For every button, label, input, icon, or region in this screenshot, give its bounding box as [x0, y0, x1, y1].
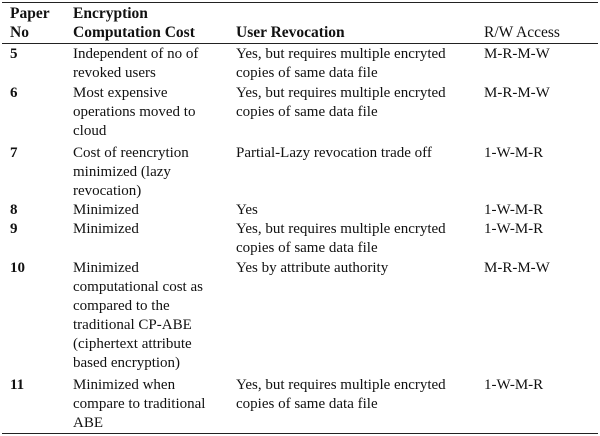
row-8-revocation	[236, 201, 476, 220]
row-10-cost	[73, 259, 233, 373]
row-7-cost-line: revocation)	[73, 183, 142, 199]
row-11-cost	[73, 376, 233, 433]
row-5-revocation-line: copies of same data file	[236, 65, 378, 81]
row-6-revocation	[236, 84, 476, 122]
row-11-cost-line: Minimized when	[73, 377, 176, 393]
row-10-cost-line: compared to the	[73, 298, 170, 314]
row-11-access: 1-W-M-R	[484, 377, 544, 393]
header-paper-no	[10, 4, 70, 42]
row-10-cost-line: based encryption)	[73, 355, 181, 371]
row-6-access: M-R-M-W	[484, 85, 550, 101]
row-8-cost	[73, 201, 233, 220]
row-5-paper: 5	[10, 46, 18, 62]
row-5-cost	[73, 45, 233, 83]
row-9-cost	[73, 220, 233, 239]
row-7-cost	[73, 144, 233, 201]
row-8-access: 1-W-M-R	[484, 202, 544, 218]
row-11-cost-line: ABE	[73, 415, 103, 431]
header-encryption-cost	[73, 4, 233, 42]
row-7-revocation-line: Partial-Lazy revocation trade off	[236, 145, 432, 161]
row-10-revocation	[236, 259, 476, 278]
row-11-revocation	[236, 376, 476, 414]
header-rw-access: R/W Access	[484, 24, 560, 41]
row-10-cost-line: computational cost as	[73, 279, 203, 295]
header-encryption-line-2: Computation Cost	[73, 24, 195, 41]
table-header-rule	[2, 43, 598, 44]
row-7-cost-line: Cost of reencrytion	[73, 145, 189, 161]
row-6-cost-line: cloud	[73, 123, 107, 139]
header-user-revocation: User Revocation	[236, 24, 345, 41]
row-8-paper: 8	[10, 202, 18, 218]
row-7-paper: 7	[10, 145, 18, 161]
row-11-revocation-line: copies of same data file	[236, 396, 378, 412]
row-6-cost	[73, 84, 233, 141]
row-8-revocation-line: Yes	[236, 202, 258, 218]
row-10-paper: 10	[10, 260, 25, 276]
row-8-cost-line: Minimized	[73, 202, 139, 218]
row-11-cost-line: compare to traditional	[73, 396, 206, 412]
row-6-revocation-line: Yes, but requires multiple encryted	[236, 85, 446, 101]
header-paper-line-2: No	[10, 24, 29, 41]
table-bottom-rule	[2, 433, 598, 434]
header-paper-line-1: Paper	[10, 5, 50, 22]
row-5-revocation-line: Yes, but requires multiple encryted	[236, 46, 446, 62]
row-6-cost-line: Most expensive	[73, 85, 168, 101]
row-10-revocation-line: Yes by attribute authority	[236, 260, 389, 276]
row-9-cost-line: Minimized	[73, 221, 139, 237]
row-11-revocation-line: Yes, but requires multiple encryted	[236, 377, 446, 393]
row-10-cost-line: Minimized	[73, 260, 139, 276]
row-9-revocation-line: Yes, but requires multiple encryted	[236, 221, 446, 237]
row-6-paper: 6	[10, 85, 18, 101]
header-encryption-line-1: Encryption	[73, 5, 148, 22]
row-5-revocation	[236, 45, 476, 83]
row-9-revocation	[236, 220, 476, 258]
row-6-cost-line: operations moved to	[73, 104, 196, 120]
row-9-revocation-line: copies of same data file	[236, 240, 378, 256]
row-7-revocation	[236, 144, 476, 163]
row-10-cost-line: traditional CP-ABE	[73, 317, 192, 333]
row-9-paper: 9	[10, 221, 18, 237]
row-5-cost-line: Independent of no of	[73, 46, 199, 62]
row-7-access: 1-W-M-R	[484, 145, 544, 161]
row-11-paper: 11	[10, 377, 25, 393]
row-5-access: M-R-M-W	[484, 46, 550, 62]
row-7-cost-line: minimized (lazy	[73, 164, 171, 180]
row-10-cost-line: (ciphertext attribute	[73, 336, 192, 352]
row-6-revocation-line: copies of same data file	[236, 104, 378, 120]
row-5-cost-line: revoked users	[73, 65, 156, 81]
row-9-access: 1-W-M-R	[484, 221, 544, 237]
row-10-access: M-R-M-W	[484, 260, 550, 276]
table-top-rule	[2, 2, 598, 3]
